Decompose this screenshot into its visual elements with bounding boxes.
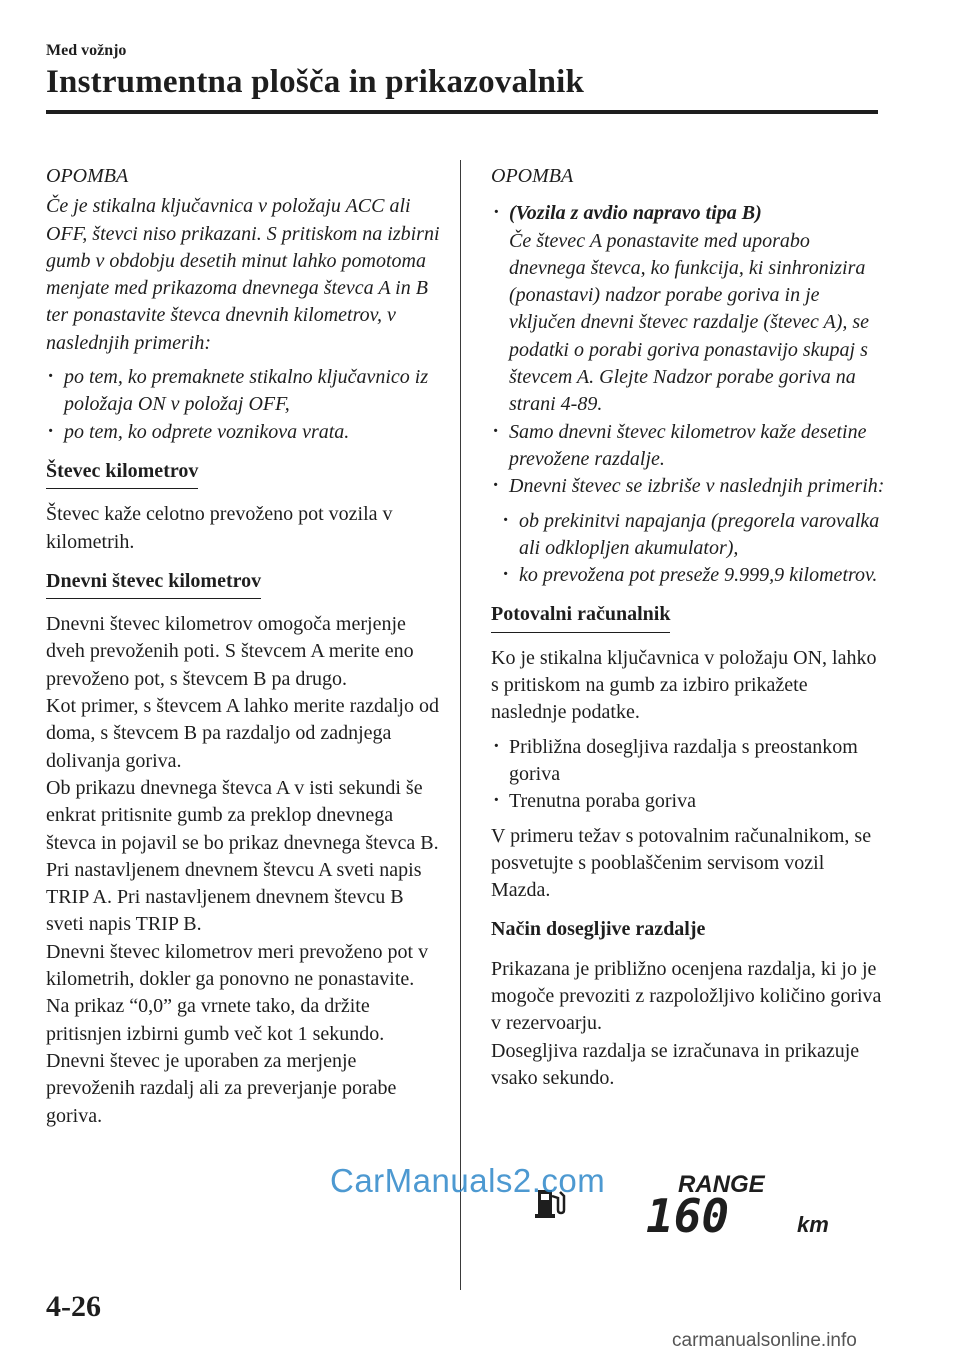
range-unit: km [797,1212,829,1237]
note-heading: OPOMBA [491,165,574,187]
note-sub-bullet: · ko prevožena pot preseže 9.999,9 kilometrov. [491,562,886,589]
odometer-heading: Števec kilometrov [46,458,198,489]
note-bullet: · po tem, ko premaknete stikalno ključavnico iz položaja ON v položaj OFF, [46,364,441,419]
computer-bullet: · Trenutna poraba goriva [491,788,886,815]
right-column [491,163,886,1092]
odometer-text: Števec kaže celotno prevoženo pot vozila v kilometrih. [46,503,393,553]
page-title: Instrumentna plošča in prikazovalnik [46,64,585,100]
range-paragraph: Dosegljiva razdalja se izračunava in prikazuje vsako sekundo. [491,1039,860,1089]
note-sub-bullet: · ob prekinitvi napajanja (pregorela varovalka ali odklopljen akumulator), [491,508,886,563]
trip-paragraph: Pri nastavljenem dnevnem števcu A sveti napis TRIP A. Pri nastavljenem dnevnem števcu B sveti napis TRIP B. [46,858,422,936]
column-divider [460,160,461,1290]
range-paragraph: Prikazana je približno ocenjena razdalja, ki jo je mogoče prevoziti z razpoložljivo količino goriva v rezervoarju. [491,957,882,1035]
trip-paragraph: Dnevni števec kilometrov meri prevoženo pot v kilometrih, dokler ga ponovno ne ponastavite. Na prikaz “0,0” ga vrnete tako, da držite pritisnjen izbirni gumb več kot 1 sekundo. Dnevni števec je uporaben za merjenje prevoženih razdalj ali za preverjanje porabe goriva. [46,940,429,1127]
computer-trouble-text: V primeru težav s potovalnim računalnikom, se posvetujte s pooblaščenim servisom vozil Mazda. [491,824,872,902]
page-number: 4-26 [46,1290,101,1323]
computer-bullet: · Približna dosegljiva razdalja s preostankom goriva [491,734,886,789]
note-heading: OPOMBA [46,165,129,187]
footer-site-text: carmanualsonline.info [672,1330,857,1351]
range-value: 160 [646,1189,730,1243]
left-column [46,163,441,1130]
trip-heading: Dnevni števec kilometrov [46,568,261,599]
section-label: Med vožnjo [46,42,127,59]
note-bullet-text: Če števec A ponastavite med uporabo dnevnega števca, ko funkcija, ki sinhronizira (ponastavi) nadzor porabe goriva in je vključen dnevni števec razdalje (števec A), se podatki o porabi goriva ponastavijo skupaj s števcem A. Glejte Nadzor porabe goriva na strani 4-89. [509,229,870,416]
computer-text: Ko je stikalna ključavnica v položaju ON, lahko s pritiskom na gumb za izbiro prikažete naslednje podatke. [491,646,877,724]
note-text: Če je stikalna ključavnica v položaju ACC ali OFF, števci niso prikazani. S pritiskom na izbirni gumb v obdobju desetih minut lahko pomotoma menjate med prikazoma dnevnega števca A in B ter ponastavite števca dnevnih kilometrov, v naslednjih primerih: [46,195,440,354]
range-label: RANGE [678,1171,765,1198]
trip-paragraph: Dnevni števec kilometrov omogoča merjenje dveh prevoženih poti. S števcem A merite eno prevoženo pot, s števcem B pa drugo. [46,613,414,690]
note-bullet: · Dnevni števec se izbriše v naslednjih primerih: [491,473,886,500]
note-bullet [491,200,886,418]
computer-heading: Potovalni računalnik [491,601,670,632]
note-bullet: · po tem, ko odprete voznikova vrata. [46,419,441,446]
note-bullet-title: · (Vozila z avdio napravo tipa B) [509,202,762,225]
trip-paragraph: Kot primer, s števcem A lahko merite razdaljo od doma, s števcem B pa razdaljo od zadnjega dolivanja goriva. [46,695,439,772]
trip-paragraph: Ob prikazu dnevnega števca A v isti sekundi še enkrat pritisnite gumb za preklop dnevnega števca in pojavil se bo prikaz dnevnega števca B. [46,776,439,854]
title-rule [46,110,878,114]
watermark: CarManuals2.com [330,1162,606,1199]
range-heading: Način dosegljive razdalje [491,918,706,941]
note-bullet: · Samo dnevni števec kilometrov kaže desetine prevožene razdalje. [491,419,886,474]
